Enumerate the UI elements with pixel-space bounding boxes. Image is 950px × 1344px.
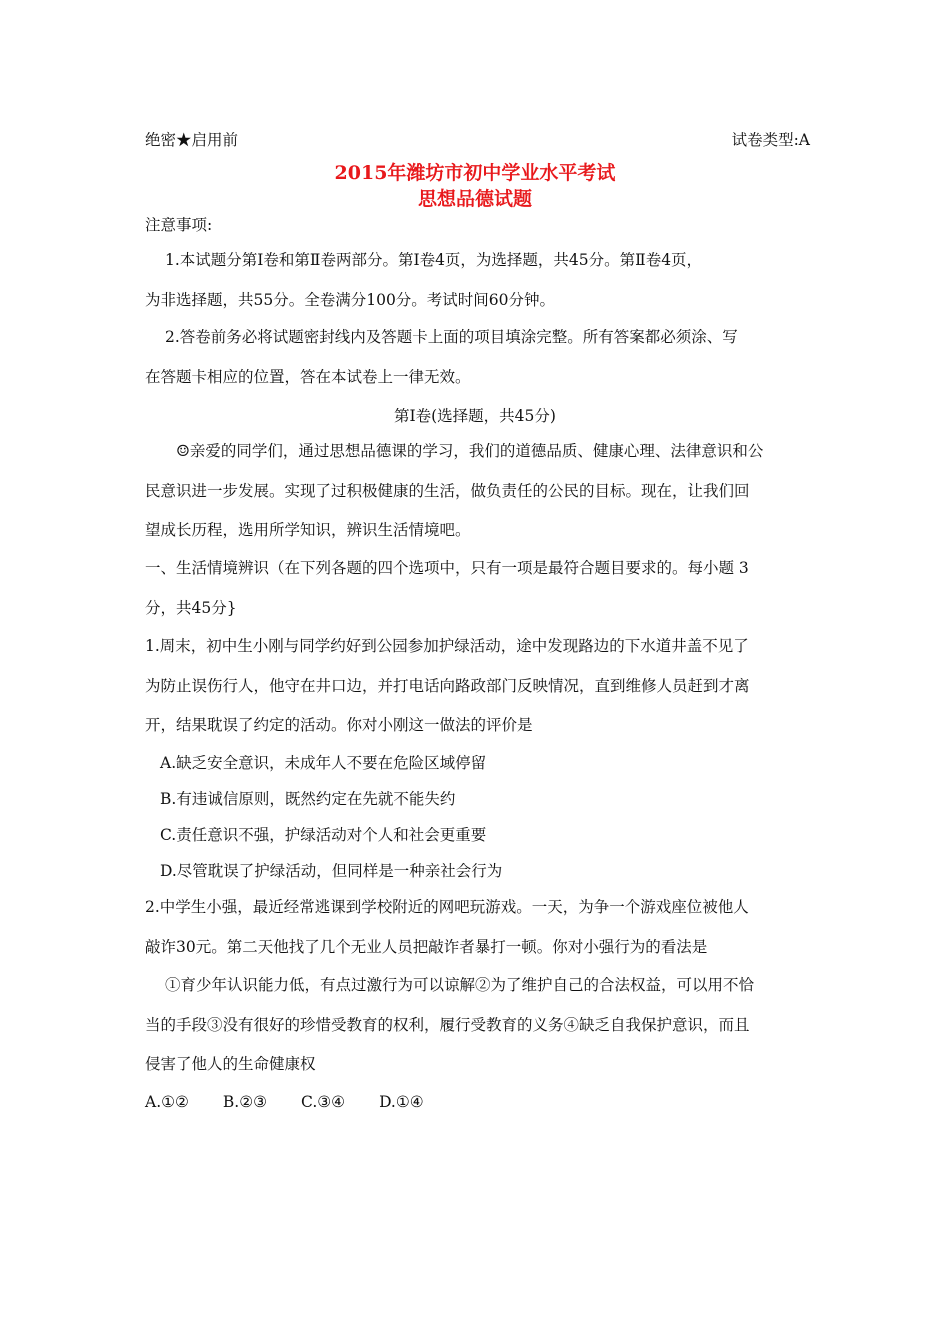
exam-title: 2015年潍坊市初中学业水平考试: [334, 162, 616, 184]
question-2-statements-line-3: 侵害了他人的生命健康权: [145, 1055, 316, 1073]
part-heading-line-1: 一、生活情境辨识（在下列各题的四个选项中，只有一项是最符合题目要求的。每小题 3: [145, 559, 749, 577]
part-heading-line-2: 分，共45分}: [145, 599, 237, 617]
question-2-options: [145, 1093, 424, 1111]
question-1-line-3: 开，结果耽误了约定的活动。你对小刚这一做法的评价是: [145, 716, 533, 734]
intro-line-2: 民意识进一步发展。实现了过积极健康的生活，做负责任的公民的目标。现在，让我们回: [145, 482, 750, 500]
confidential-label: 绝密★启用前: [145, 131, 239, 149]
question-2-line-2: 敲诈30元。第二天他找了几个无业人员把敲诈者暴打一顿。你对小强行为的看法是: [145, 938, 708, 956]
section-title: 第Ⅰ卷(选择题，共45分): [394, 407, 556, 425]
note-1-line-2: 为非选择题，共55分。全卷满分100分。考试时间60分钟。: [145, 291, 556, 309]
question-2-option-c: C.③④: [301, 1093, 346, 1111]
question-2-option-d: D.①④: [379, 1093, 424, 1111]
question-1-option-a: A.缺乏安全意识，未成年人不要在危险区域停留: [160, 754, 487, 772]
question-2-option-b: B.②③: [222, 1093, 268, 1111]
question-1-option-d: D.尽管耽误了护绿活动，但同样是一种亲社会行为: [160, 862, 503, 880]
question-1-line-1: 1.周末，初中生小刚与同学约好到公园参加护绿活动，途中发现路边的下水道井盖不见了: [145, 637, 749, 655]
exam-subtitle: 思想品德试题: [417, 188, 532, 210]
notes-heading: 注意事项:: [145, 216, 213, 234]
note-1-line-1: 1.本试题分第Ⅰ卷和第Ⅱ卷两部分。第Ⅰ卷4页，为选择题，共45分。第Ⅱ卷4页，: [165, 251, 703, 269]
intro-line-1: ☺亲爱的同学们，通过思想品德课的学习，我们的道德品质、健康心理、法律意识和公: [176, 442, 764, 460]
question-1-option-b: B.有违诚信原则，既然约定在先就不能失约: [160, 790, 456, 808]
question-2-statements-line-2: 当的手段③没有很好的珍惜受教育的权利，履行受教育的义务④缺乏自我保护意识，而且: [145, 1016, 750, 1034]
note-2-line-2: 在答题卡相应的位置，答在本试卷上一律无效。: [145, 368, 471, 386]
question-1-option-c: C.责任意识不强，护绿活动对个人和社会更重要: [160, 826, 487, 844]
note-2-line-1: 2.答卷前务必将试题密封线内及答题卡上面的项目填涂完整。所有答案都必须涂、写: [165, 328, 738, 346]
question-2-line-1: 2.中学生小强，最近经常逃课到学校附近的网吧玩游戏。一天，为争一个游戏座位被他人: [145, 898, 749, 916]
paper-type-label: 试卷类型:A: [731, 131, 810, 149]
question-2-statements-line-1: ①育少年认识能力低，有点过激行为可以谅解②为了维护自己的合法权益，可以用不恰: [165, 976, 755, 994]
question-2-option-a: A.①②: [145, 1093, 189, 1111]
question-1-line-2: 为防止误伤行人，他守在井口边，并打电话向路政部门反映情况，直到维修人员赶到才离: [145, 677, 750, 695]
intro-line-3: 望成长历程，选用所学知识，辨识生活情境吧。: [145, 521, 471, 539]
